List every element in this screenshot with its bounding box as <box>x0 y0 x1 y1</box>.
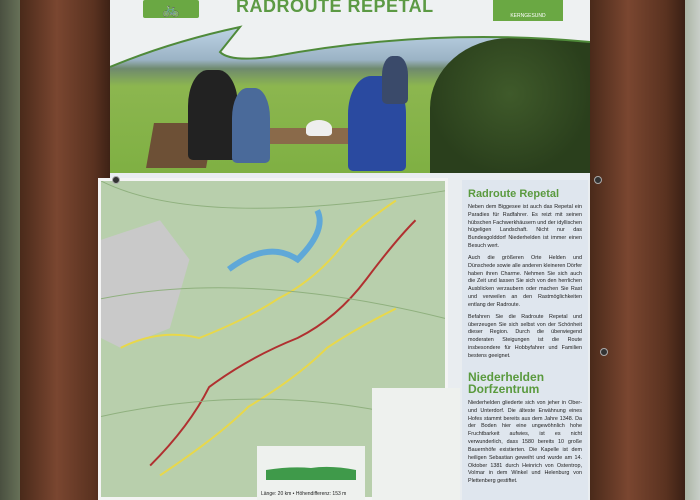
sign-title: RADROUTE REPETAL <box>236 0 434 16</box>
elevation-profile <box>257 446 365 500</box>
child <box>232 88 270 163</box>
screw <box>600 348 608 356</box>
person <box>188 70 238 160</box>
section-title: Radroute Repetal <box>468 188 560 200</box>
profile-caption: Länge: 20 km • Höhendifferenz: 153 m <box>261 491 347 497</box>
elevation-chart <box>259 448 363 484</box>
map-legend <box>372 388 460 500</box>
helmet <box>306 120 332 136</box>
bicycle-icon: 🚲 <box>143 0 199 18</box>
paragraph: Niederhelden gliederte sich von jeher in Ober- und Unterdorf. Die älteste Erwähnung eines Hofes stammt bereits aus dem Jahre 1348. Da der Boden hier eine ungewöhnlich hohe Fruchtbarkeit aufwies, ist es nicht verwunderlich, dass 1580 bereits 10 große Bauernhöfe existierten. Die Kapelle ist dem heiligen Sebastian geweiht und wurde am 14. Oktober 1381 durch Heinrich von Ostentrop, Volmar in dem Winkel und Helenburg von Plettenberg gestiftet. <box>468 399 582 485</box>
section-title: Niederhelden Dorfzentrum <box>468 369 545 397</box>
paragraph: Befahren Sie die Radroute Repetal und überzeugen Sie sich selbst von der Schönheit dieser Region. Durch die überwiegend moderaten Steigungen ist die Route insbesondere für Hobbyfahrer und Familien bestens geeignet. <box>468 313 582 359</box>
sign-header <box>110 0 590 40</box>
info-sign <box>110 0 590 500</box>
paragraph: Auch die größeren Orte Helden und Dünschede sowie alle anderen kleineren Dörfer haben ihren Charme. Nehmen Sie sich auch die Zeit und lassen Sie sich von den herrlichen Ausblicken verzaubern oder machen Sie Rast und verweilen an den Rastmöglichkeiten entlang der Radroute. <box>468 254 582 308</box>
screw <box>594 176 602 184</box>
info-panel <box>462 180 588 500</box>
kerngesund-logo: KERNGESUND <box>493 0 563 21</box>
wooden-post-right <box>590 0 685 500</box>
paragraph: Neben dem Biggesee ist auch das Repetal ein Paradies für Radfahrer. Es reizt mit seinen hübschen Fachwerkhäusern und der idyllischen hügeligen Landschaft. Nicht nur das Bundesgolddorf Niederhelden ist immer einen Besuch wert. <box>468 204 582 250</box>
screw <box>112 176 120 184</box>
